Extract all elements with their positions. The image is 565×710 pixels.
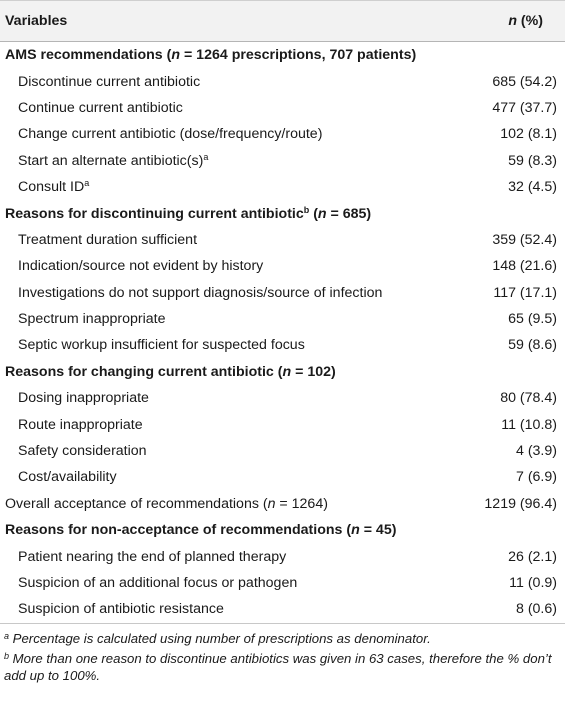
- row-value: 359 (52.4): [492, 231, 557, 248]
- header-n-symbol: n: [508, 13, 517, 29]
- row-value: 477 (37.7): [492, 99, 557, 116]
- section-title-pre: AMS recommendations (: [5, 47, 172, 64]
- row-value: 7 (6.9): [515, 469, 557, 486]
- table-row: [0, 596, 565, 623]
- footnote-mark: b: [303, 204, 310, 215]
- row-label: Continue current antibiotic: [18, 99, 183, 116]
- row-label: Septic workup insufficient for suspected focus: [18, 337, 305, 354]
- row-label: Indication/source not evident by history: [18, 258, 264, 275]
- row-value: 26 (2.1): [508, 548, 557, 565]
- section-header-changing: [0, 359, 565, 385]
- row-value: 11 (10.8): [501, 416, 557, 433]
- row-value: 80 (78.4): [500, 390, 557, 407]
- row-label: Consult ID: [18, 179, 85, 196]
- section-n-symbol: n: [282, 363, 292, 380]
- table-row: [0, 411, 565, 437]
- footnote-mark: a: [4, 630, 10, 641]
- row-label: Spectrum inappropriate: [18, 311, 166, 328]
- section-header-discontinuing: [0, 200, 565, 226]
- row-label: Start an alternate antibiotic(s): [18, 152, 204, 169]
- row-label: Treatment duration sufficient: [18, 231, 198, 248]
- table-row: [0, 543, 565, 569]
- row-label: Patient nearing the end of planned therapy: [18, 548, 287, 565]
- table-row: [0, 253, 565, 279]
- row-label-cell: [0, 148, 450, 174]
- row-value: 8 (0.6): [450, 596, 565, 623]
- overall-label-post: = 1264): [275, 495, 328, 512]
- row-label: Suspicion of an additional focus or pathogen: [18, 575, 298, 591]
- row-value: 685 (54.2): [492, 73, 557, 90]
- section-title-post: = 102): [291, 363, 336, 380]
- table-row: [0, 280, 565, 306]
- footnote-text: Percentage is calculated using number of prescriptions as denominator.: [9, 630, 431, 646]
- table-row: [0, 121, 565, 147]
- table-row: [0, 332, 565, 358]
- row-value: 102 (8.1): [500, 126, 557, 143]
- section-n-symbol: n: [317, 205, 327, 222]
- header-pct: (%): [516, 13, 543, 29]
- footnote-a: [4, 630, 561, 647]
- row-value: 117 (17.1): [493, 284, 557, 301]
- row-value: 11 (0.9): [509, 575, 557, 591]
- section-title-post: = 1264 prescriptions, 707 patients): [180, 47, 417, 64]
- row-label: Cost/availability: [18, 469, 117, 486]
- footnote-mark: a: [203, 151, 209, 162]
- table-row: [0, 68, 565, 94]
- header-n-percent: [450, 1, 565, 42]
- row-value: 4 (3.9): [515, 443, 557, 460]
- row-value: 59 (8.3): [508, 152, 557, 169]
- overall-value: 1219 (96.4): [484, 495, 557, 512]
- section-n-symbol: n: [351, 522, 360, 539]
- row-label: Suspicion of antibiotic resistance: [0, 596, 450, 623]
- table-row: [0, 438, 565, 464]
- row-label: Route inappropriate: [18, 416, 143, 433]
- row-label: Discontinue current antibiotic: [18, 73, 201, 90]
- footnote-mark: a: [84, 178, 90, 189]
- row-value: 32 (4.5): [508, 179, 557, 196]
- header-variables: Variables: [0, 1, 450, 42]
- row-value: 148 (21.6): [492, 258, 557, 275]
- table-row: [0, 95, 565, 121]
- table-row: [0, 570, 565, 596]
- table-row: [0, 227, 565, 253]
- section-n-symbol: n: [171, 47, 181, 64]
- row-value: 59 (8.6): [508, 337, 557, 354]
- row-label: Investigations do not support diagnosis/source of infection: [18, 284, 383, 301]
- section-header-ams-recommendations: [0, 42, 565, 69]
- row-label: Safety consideration: [18, 443, 147, 460]
- row-value: 65 (9.5): [508, 311, 557, 328]
- table-footnotes: [0, 624, 565, 684]
- section-header-non-acceptance: [0, 517, 565, 543]
- footnote-mark: b: [4, 650, 10, 661]
- row-label-cell: [0, 174, 450, 200]
- section-title-pre: Reasons for non-acceptance of recommendations (: [5, 522, 352, 539]
- overall-acceptance-row: [0, 491, 565, 517]
- table-header-row: [0, 1, 565, 42]
- overall-label-pre: Overall acceptance of recommendations (: [5, 495, 268, 512]
- section-title-pre: Reasons for changing current antibiotic (: [5, 363, 283, 380]
- section-title-post: = 685): [326, 205, 372, 222]
- table-row: [0, 148, 565, 174]
- table-row: [0, 464, 565, 490]
- footnote-b: [4, 650, 561, 684]
- table-row: [0, 306, 565, 332]
- table-row: [0, 385, 565, 411]
- overall-label-cell: [0, 491, 450, 517]
- section-title-mid: (: [309, 205, 318, 222]
- row-label: Change current antibiotic (dose/frequency/route): [18, 126, 323, 143]
- section-title-pre: Reasons for discontinuing current antibiotic: [5, 205, 304, 222]
- overall-n-symbol: n: [267, 495, 276, 512]
- section-title-post: = 45): [359, 522, 397, 539]
- table-row: [0, 174, 565, 200]
- row-label: Dosing inappropriate: [18, 390, 149, 407]
- footnote-text: More than one reason to discontinue antibiotics was given in 63 cases, therefore the % don’t add up to 100%.: [4, 650, 552, 683]
